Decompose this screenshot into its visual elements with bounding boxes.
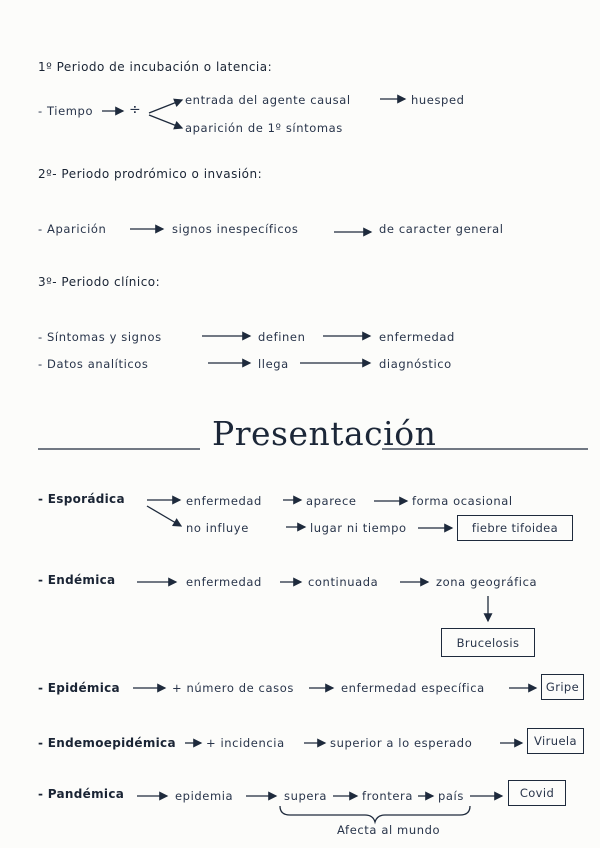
endemoepidemica-superior: superior a lo esperado (330, 736, 473, 750)
esporadica-enfermedad: enfermedad (186, 494, 262, 508)
presentacion-title: Presentación (212, 414, 437, 453)
tiempo-label: - Tiempo (38, 104, 94, 118)
sintomas-label: - Síntomas y signos (38, 330, 162, 344)
pandemica-pais: país (438, 789, 464, 803)
pandemica-label: - Pandémica (38, 787, 125, 801)
huesped-text: huesped (411, 93, 465, 107)
epidemica-especifica: enfermedad específica (341, 681, 485, 695)
aparicion-label: - Aparición (38, 222, 107, 236)
endemoepidemica-incidencia: + incidencia (206, 736, 285, 750)
section-2-heading: 2º- Periodo prodrómico o invasión: (38, 167, 263, 181)
afecta-mundo-text: Afecta al mundo (337, 823, 441, 837)
esporadica-aparece: aparece (306, 494, 357, 508)
pandemica-frontera: frontera (362, 789, 414, 803)
datos-label: - Datos analíticos (38, 357, 149, 371)
llega-text: llega (258, 357, 289, 371)
esporadica-no-influye: no influye (186, 521, 249, 535)
esporadica-lugar: lugar ni tiempo (310, 521, 407, 535)
signos-text: signos inespecíficos (172, 222, 299, 236)
pandemica-supera: supera (284, 789, 328, 803)
endemica-continuada: continuada (308, 575, 379, 589)
esporadica-forma: forma ocasional (412, 494, 513, 508)
esporadica-label: - Esporádica (38, 492, 125, 506)
divide-symbol: ÷ (129, 102, 142, 118)
caracter-text: de caracter general (379, 222, 504, 236)
covid-box: Covid (508, 780, 566, 806)
endemica-enfermedad: enfermedad (186, 575, 262, 589)
aparicion-sintomas-text: aparición de 1º síntomas (185, 121, 343, 135)
fiebre-tifoidea-box: fiebre tifoidea (457, 515, 573, 541)
diagnostico-text: diagnóstico (379, 357, 452, 371)
definen-text: definen (258, 330, 306, 344)
viruela-box: Viruela (527, 728, 584, 754)
brucelosis-box: Brucelosis (441, 628, 535, 657)
epidemica-label: - Epidémica (38, 681, 120, 695)
epidemica-numero: + número de casos (172, 681, 294, 695)
section-1-heading: 1º Periodo de incubación o latencia: (38, 60, 273, 74)
gripe-box: Gripe (541, 674, 584, 700)
endemica-zona: zona geográfica (436, 575, 538, 589)
endemica-label: - Endémica (38, 573, 116, 587)
entrada-text: entrada del agente causal (185, 93, 351, 107)
pandemica-epidemia: epidemia (175, 789, 234, 803)
enfermedad-text: enfermedad (379, 330, 455, 344)
section-3-heading: 3º- Periodo clínico: (38, 275, 161, 289)
endemoepidemica-label: - Endemoepidémica (38, 736, 176, 750)
